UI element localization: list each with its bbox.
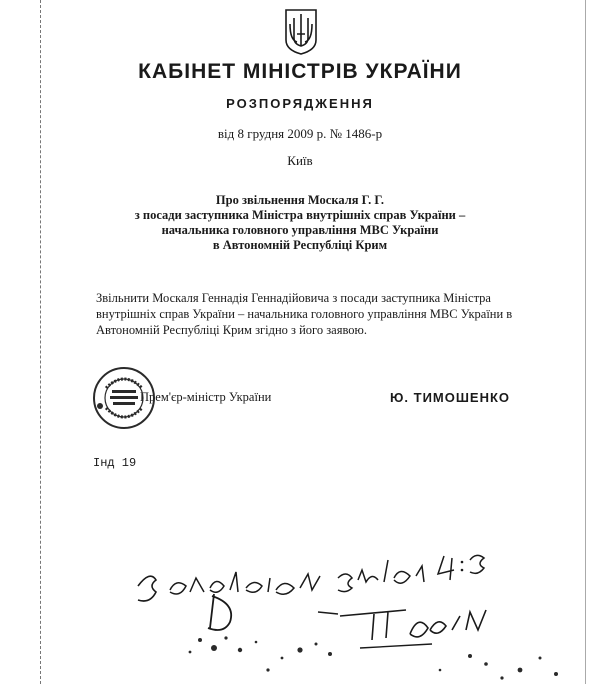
subject-line: в Автономній Республіці Крим: [212, 238, 388, 252]
subject-line: Про звільнення Москаля Г. Г.: [215, 193, 385, 207]
body-line: Звільнити Москаля Геннадія Геннадійовича з посади заступника Міністра: [96, 291, 491, 305]
handwritten-certification-icon: [0, 530, 600, 684]
document-date: від 8 грудня 2009 р. № 1486-р: [217, 126, 383, 141]
signatory-name: Ю. ТИМОШЕНКО: [390, 390, 511, 405]
document-city: Київ: [287, 153, 313, 168]
official-stamp-icon: [92, 366, 156, 430]
index-number: Інд 19: [93, 456, 137, 470]
trident-emblem-icon: [283, 8, 319, 56]
subject-line: з посади заступника Міністра внутрішніх справ України –: [134, 208, 466, 222]
body-line: Автономній Республіці Крим згідно з його заявою.: [96, 323, 368, 337]
subject-line: начальника головного управління МВС України: [161, 223, 439, 237]
signatory-position: Прем'єр-міністр України: [140, 390, 272, 404]
body-line: внутрішніх справ України – начальника головного управління МВС України в: [96, 307, 513, 321]
document-body: [96, 290, 536, 338]
document-type: РОЗПОРЯДЖЕННЯ: [226, 96, 374, 111]
document-subject: [0, 193, 600, 253]
document-title: КАБІНЕТ МІНІСТРІВ УКРАЇНИ: [138, 60, 462, 83]
